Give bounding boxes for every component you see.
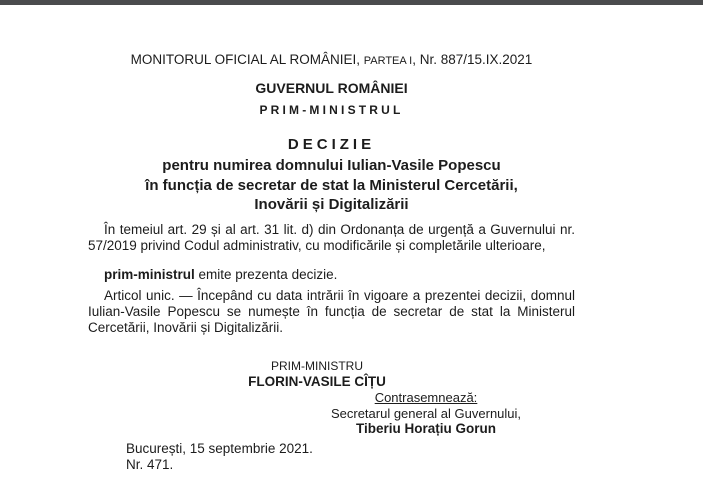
footer-block — [126, 441, 313, 473]
prime-minister-name: FLORIN-VASILE CÎȚU — [248, 374, 386, 389]
countersign-name: Tiberiu Horațiu Gorun — [355, 421, 496, 436]
place-date: București, 15 septembrie 2021. — [126, 441, 313, 456]
article-paragraph: Articol unic. — Începând cu data intrării în vigoare a prezentei decizii, domnul Iulian-Vasile Popescu se numește în funcția de secretar de stat la Ministerul Cercetării, Inovării și Digitalizării. — [88, 288, 575, 335]
masthead-publication: MONITORUL OFICIAL AL ROMÂNIEI, — [130, 52, 364, 67]
masthead-part: PARTEA I — [363, 55, 413, 67]
masthead — [88, 53, 575, 68]
masthead-issue: , Nr. 887/15.IX.2021 — [412, 52, 533, 67]
top-border — [0, 0, 703, 5]
enacting-paragraph — [88, 267, 575, 283]
document-title-line2: în funcția de secretar de stat la Ministerul Cercetării, — [145, 176, 518, 194]
enacting-rest: emite prezenta decizie. — [194, 267, 338, 282]
countersignature-block — [276, 390, 576, 437]
document-title — [88, 156, 575, 215]
document-number: Nr. 471. — [126, 457, 174, 472]
issuer-heading: GUVERNUL ROMÂNIEI — [255, 80, 408, 96]
countersign-label: Contrasemnează: — [374, 390, 478, 405]
preamble-paragraph: În temeiul art. 29 și al art. 31 lit. d) din Ordonanța de urgență a Guvernului nr. 57/2019 privind Codul administrativ, cu modificările și completările ulterioare, — [88, 222, 575, 253]
document-title-line1: pentru numirea domnului Iulian-Vasile Popescu — [162, 157, 501, 174]
document-type-heading: DECIZIE — [287, 136, 376, 153]
enacting-subject: prim-ministrul — [104, 267, 195, 282]
document-title-line3: Inovării și Digitalizării — [254, 196, 409, 213]
issuing-office-heading: PRIM-MINISTRUL — [259, 103, 404, 117]
countersign-role: Secretarul general al Guvernului, — [330, 405, 522, 421]
prime-minister-title: PRIM-MINISTRU — [271, 359, 363, 373]
prime-minister-signature-block — [167, 359, 467, 390]
